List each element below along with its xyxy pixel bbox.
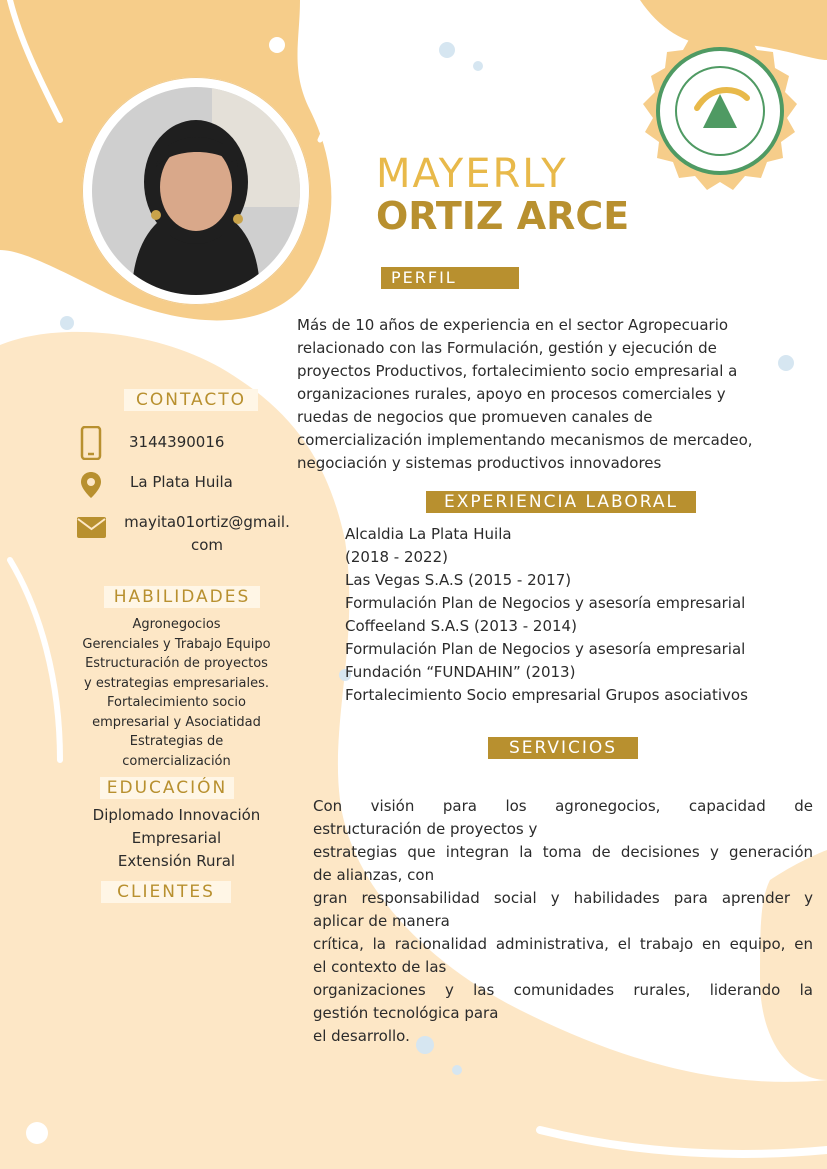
perfil-heading: PERFIL	[381, 267, 519, 289]
education-line: Extensión Rural	[117, 852, 236, 870]
servicios-line: estrategias que integran la toma de decisiones y generación	[313, 843, 813, 861]
servicios-line: crítica, la racionalidad administrativa, el trabajo en equipo, en	[313, 935, 813, 953]
servicios-line: aplicar de manera	[313, 912, 450, 930]
skill-line: Gerenciales y Trabajo Equipo	[82, 636, 271, 652]
contact-email[interactable]	[112, 511, 302, 557]
location-pin-icon	[80, 471, 102, 499]
contact-location: La Plata Huila	[130, 473, 233, 491]
servicios-line: estructuración de proyectos y	[313, 820, 538, 838]
skill-line: Estructuración de proyectos	[85, 656, 268, 671]
perfil-line: organizaciones rurales, apoyo en procesos comerciales y	[297, 385, 726, 403]
skill-line: y estrategias empresariales.	[84, 675, 269, 691]
experience-line: Fundación “FUNDAHIN” (2013)	[345, 663, 576, 681]
perfil-line: comercialización implementando mecanismos de mercadeo,	[297, 431, 753, 449]
skill-line: Agronegocios	[132, 617, 221, 632]
servicios-line: gestión tecnológica para	[313, 1004, 499, 1022]
perfil-text	[297, 314, 807, 475]
email-line: mayita01ortiz@gmail.	[124, 513, 290, 531]
servicios-heading: SERVICIOS	[488, 737, 638, 759]
servicios-line: gran responsabilidad social y habilidades para aprender y	[313, 889, 813, 907]
perfil-line: ruedas de negocios que promueven canales de	[297, 408, 653, 426]
skill-line: Fortalecimiento socio	[107, 695, 246, 710]
contacto-heading: CONTACTO	[124, 389, 258, 411]
first-name: MAYERLY	[376, 151, 568, 197]
educacion-heading: EDUCACIÓN	[100, 777, 234, 799]
habilidades-heading: HABILIDADES	[104, 586, 260, 608]
servicios-line: el desarrollo.	[313, 1027, 410, 1045]
habilidades-list	[60, 615, 293, 771]
servicios-text	[313, 795, 813, 1048]
experience-line: (2018 - 2022)	[345, 548, 449, 566]
experiencia-list	[345, 523, 815, 707]
profile-photo	[82, 77, 310, 305]
skill-line: comercialización	[122, 753, 231, 769]
servicios-line: el contexto de las	[313, 958, 447, 976]
email-line: com	[190, 536, 224, 554]
certified-seal	[625, 16, 815, 206]
skill-line: Estrategias de	[129, 734, 224, 749]
perfil-line: Más de 10 años de experiencia en el sector Agropecuario	[297, 316, 729, 334]
phone-icon	[80, 426, 102, 460]
experiencia-heading: EXPERIENCIA LABORAL	[426, 491, 696, 513]
servicios-line: Con visión para los agronegocios, capacidad de	[313, 797, 813, 815]
experience-line: Alcaldia La Plata Huila	[345, 525, 512, 543]
experience-line: Las Vegas S.A.S (2015 - 2017)	[345, 571, 572, 589]
experience-line: Formulación Plan de Negocios y asesoría empresarial	[345, 640, 746, 658]
mail-icon	[77, 517, 106, 538]
experience-line: Coffeeland S.A.S (2013 - 2014)	[345, 617, 577, 635]
servicios-line: de alianzas, con	[313, 866, 435, 884]
experience-line: Fortalecimiento Socio empresarial Grupos asociativos	[345, 686, 748, 704]
perfil-line: proyectos Productivos, fortalecimiento socio empresarial a	[297, 362, 738, 380]
education-line: Diplomado Innovación	[92, 806, 261, 824]
skill-line: empresarial y Asociatidad	[92, 714, 261, 730]
education-line: Empresarial	[131, 829, 222, 847]
avatar-illustration	[92, 87, 300, 295]
certified-seal-icon	[625, 16, 815, 206]
contact-phone: 3144390016	[129, 433, 225, 451]
perfil-line: relacionado con las Formulación, gestión y ejecución de	[297, 339, 717, 357]
servicios-line: organizaciones y las comunidades rurales, liderando la	[313, 981, 813, 999]
perfil-line: negociación y sistemas productivos innovadores	[297, 454, 662, 472]
last-name: ORTIZ ARCE	[376, 194, 630, 238]
educacion-list	[60, 804, 293, 873]
experience-line: Formulación Plan de Negocios y asesoría empresarial	[345, 594, 746, 612]
clientes-heading: CLIENTES	[101, 881, 231, 903]
